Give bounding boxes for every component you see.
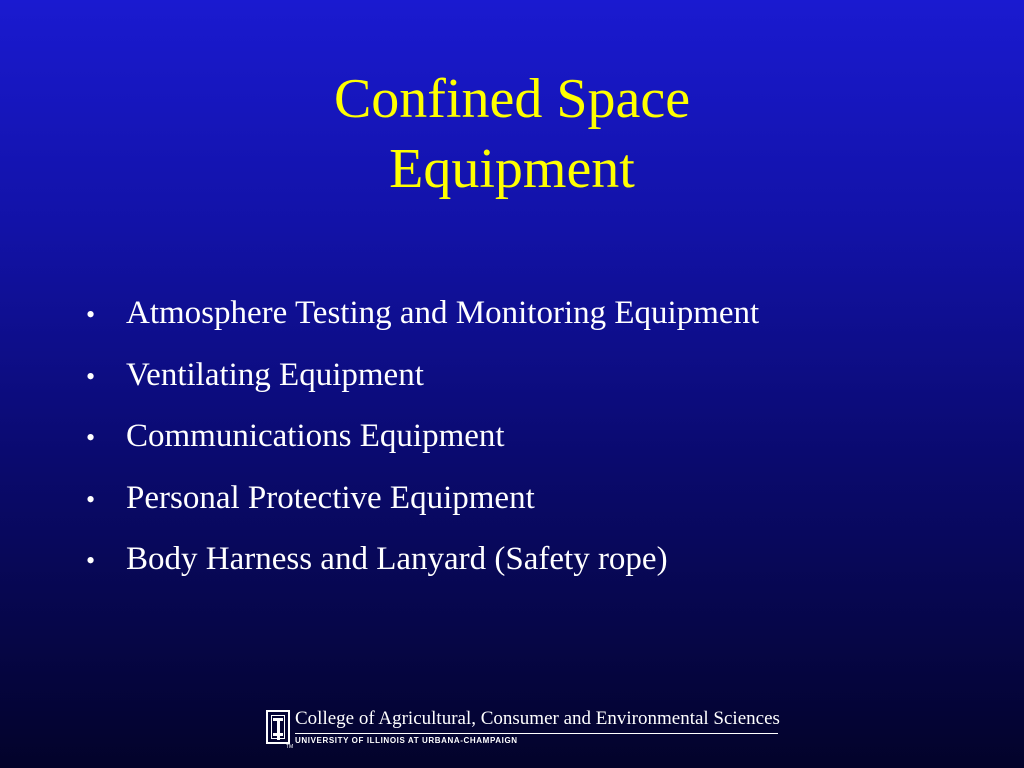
bullet-dot-icon: • <box>86 361 96 391</box>
bullet-text: Atmosphere Testing and Monitoring Equipment <box>126 295 760 331</box>
slide-title-line-2: Equipment <box>389 138 635 200</box>
footer-divider <box>295 733 778 734</box>
bullet-text: Ventilating Equipment <box>126 356 424 393</box>
bullet-text: Personal Protective Equipment <box>126 479 535 516</box>
bullet-item <box>86 409 759 471</box>
university-name: UNIVERSITY OF ILLINOIS AT URBANA-CHAMPAIGN <box>295 736 518 745</box>
bullet-item <box>86 532 759 594</box>
bullet-text: Body Harness and Lanyard (Safety rope) <box>126 541 668 577</box>
bullet-item <box>86 471 759 533</box>
bullet-text: Communications Equipment <box>126 418 505 454</box>
bullet-item <box>86 286 759 348</box>
block-i-logo-icon <box>266 710 290 744</box>
bullet-list <box>86 286 759 594</box>
college-footer <box>266 707 778 753</box>
bullet-item <box>86 348 759 410</box>
slide-title <box>0 64 1024 204</box>
slide-title-line-1: Confined Space <box>333 68 691 130</box>
bullet-dot-icon: • <box>86 300 96 329</box>
bullet-dot-icon: • <box>86 546 96 575</box>
bullet-dot-icon: • <box>86 423 96 452</box>
bullet-dot-icon: • <box>86 484 96 514</box>
college-name: College of Agricultural, Consumer and Environmental Sciences <box>295 708 780 729</box>
trademark-mark: TM <box>286 744 294 750</box>
